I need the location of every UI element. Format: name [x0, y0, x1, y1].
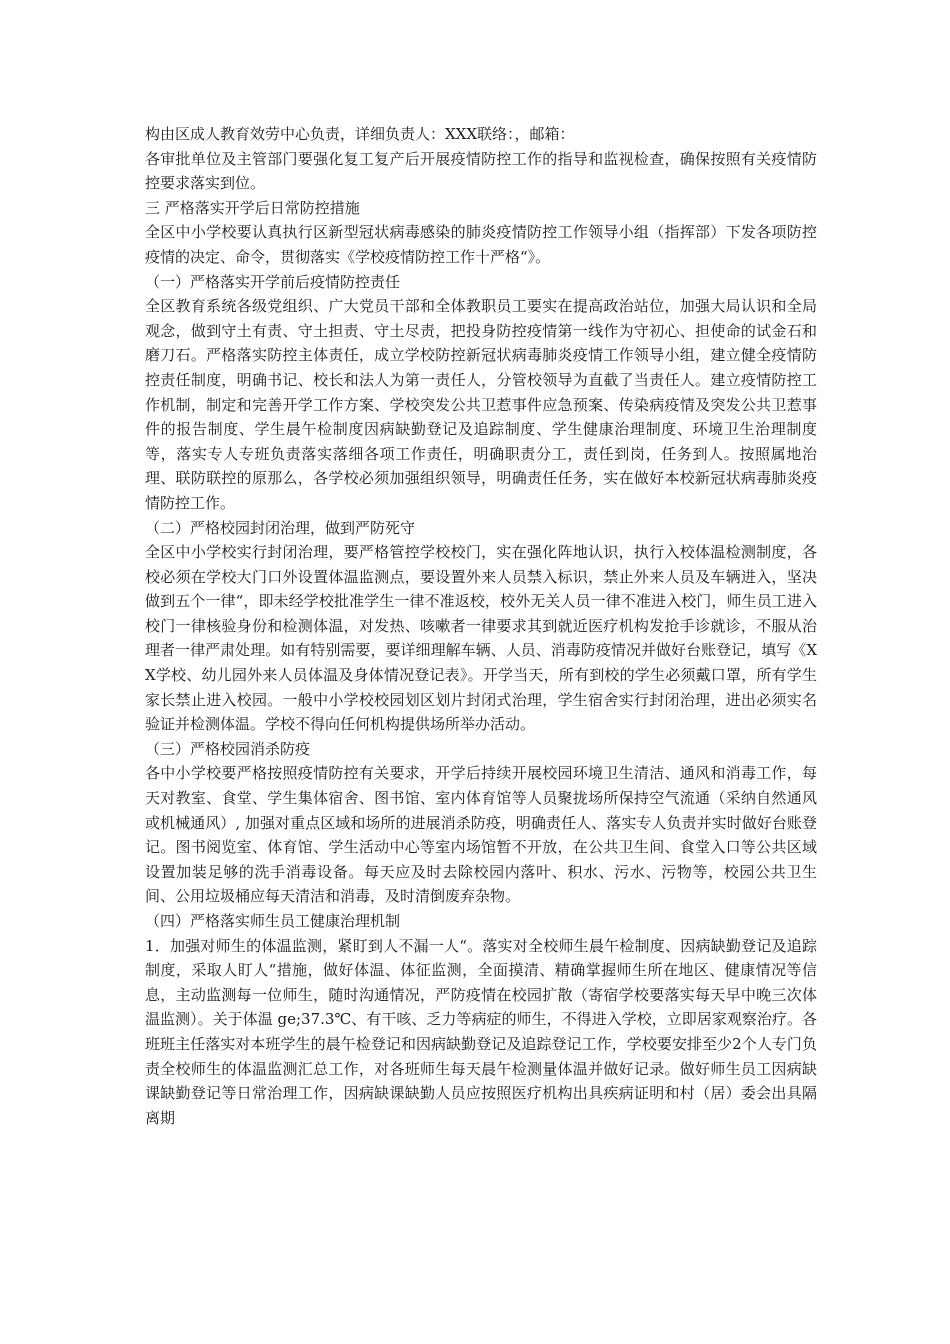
subsection-heading-1: （一）严格落实开学前后疫情防控责任	[145, 272, 401, 291]
section-heading-3: 三 严格落实开学后日常防控措施	[145, 198, 360, 217]
subsection-heading-2: （二）严格校园封闭治理，做到严防死守	[145, 518, 416, 537]
paragraph-contact-info: 构由区成人教育效劳中心负责，详细负责人：XXX联络：，邮箱：	[145, 125, 575, 143]
paragraph-closed-campus: 全区中小学校实行封闭治理，要严格管控学校校门，实在强化阵地认识，执行入校体温检测制度，各校必须在学校大门口外设置体温监测点，要设置外来人员禁入标识，禁止外来人员及车辆进入，坚决做到五个一律“，即未经学校批准学生一律不准返校，校外无关人员一律不准进入校门，师生员工进入校门一律核验身份和检测体温，对发热、咳嗽者一律要求其到就近医疗机构发抢手诊就诊，不服从治理者一律严肃处理。如有特别需要，要详细理解车辆、人员、消毒防疫情况并做好台账登记，填写《XX学校、幼儿园外来人员体温及身体情况登记表》。开学当天，所有到校的学生必须戴口罩，所有学生家长禁止进入校园。一般中小学校校园划区划片封闭式治理，学生宿舍实行封闭治理，进出必须实名验证并检测体温。学校不得向任何机构提供场所举办活动。	[145, 543, 817, 734]
paragraph-section-3-intro: 全区中小学校要认真执行区新型冠状病毒感染的肺炎疫情防控工作领导小组（指挥部）下发各项防控疫情的决定、命令，贯彻落实《学校疫情防控工作十严格“》。	[145, 223, 817, 266]
subsection-heading-4: （四）严格落实师生员工健康治理机制	[145, 912, 401, 930]
paragraph-supervision: 各审批单位及主管部门要强化复工复产后开展疫情防控工作的指导和监视检查，确保按照有关疫情防控要求落实到位。	[145, 149, 817, 193]
paragraph-health-monitoring: 1．加强对师生的体温监测，紧盯到人不漏一人“。落实对全校师生晨午检制度、因病缺勤登记及追踪制度，采取人盯人“措施，做好体温、体征监测，全面摸清、精确掌握师生所在地区、健康情况等信息，主动监测每一位师生，随时沟通情况，严防疫情在校园扩散（寄宿学校要落实每天早中晚三次体温监测）。关于体温 ge;37.3℃、有干咳、乏力等病症的师生，不得进入学校，立即居家观察治疗。各班班主任落实对本班学生的晨午检登记和因病缺勤登记及追踪登记工作，学校要安排至少2个人专门负责全校师生的体温监测汇总工作，对各班师生每天晨午检测量体温并做好记录。做好师生员工因病缺课缺勤登记等日常治理工作，因病缺课缺勤人员应按照医疗机构出具疾病证明和村（居）委会出具隔离期	[145, 936, 817, 1127]
paragraph-responsibility: 全区教育系统各级党组织、广大党员干部和全体教职员工要实在提高政治站位，加强大局认识和全局观念，做到守土有责、守土担责、守土尽责，把投身防控疫情第一线作为守初心、担使命的试金石和磨刀石。严格落实防控主体责任，成立学校防控新冠状病毒肺炎疫情工作领导小组，建立健全疫情防控责任制度，明确书记、校长和法人为第一责任人，分管校领导为直截了当责任人。建立疫情防控工作机制，制定和完善开学工作方案、学校突发公共卫惹事件应急预案、传染病疫情及突发公共卫惹事件的报告制度、学生晨午检制度因病缺勤登记及追踪制度、学生健康治理制度、环境卫生治理制度等，落实专人专班负责落实落细各项工作责任，明确职责分工，责任到岗，任务到人。按照属地治理、联防联控的原那么，各学校必须加强组织领导，明确责任任务，实在做好本校新冠状病毒肺炎疫情防控工作。	[145, 297, 817, 512]
paragraph-disinfection: 各中小学校要严格按照疫情防控有关要求，开学后持续开展校园环境卫生清洁、通风和消毒工作，每天对教室、食堂、学生集体宿舍、图书馆、室内体育馆等人员聚拢场所保持空气流通（采纳自然通风或机械通风）, 加强对重点区域和场所的进展消杀防疫，明确责任人、落实专人负责并实时做好台账登记。图书阅览室、体育馆、学生活动中心等室内场馆暂不开放，在公共卫生间、食堂入口等公共区域设置加装足够的洗手消毒设备。每天应及时去除校园内落叶、积水、污水、污物等，校园公共卫生间、公用垃圾桶应每天清洁和消毒，及时清倒废弃杂物。	[145, 764, 817, 906]
document-body	[145, 122, 817, 1130]
subsection-heading-3: （三）严格校园消杀防疫	[145, 739, 311, 758]
